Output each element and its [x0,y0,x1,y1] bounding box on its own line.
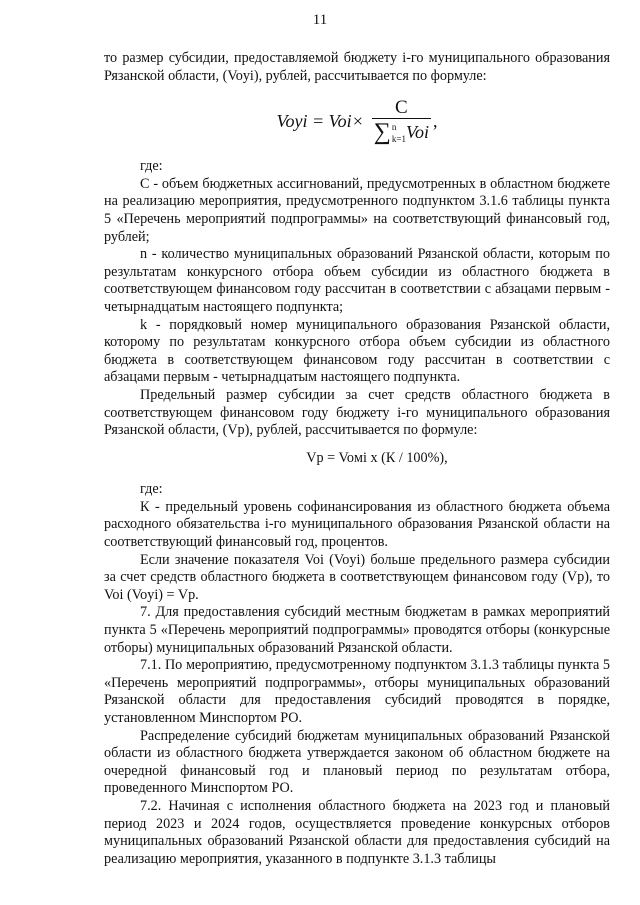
limit-formula: Vp = Voмi х (К / 100%), [306,449,448,466]
paragraph-7-1: 7.1. По мероприятию, предусмотренному подпунктом 3.1.3 таблицы пункта 5 «Перечень мероприятий подпрограммы», отборы муниципальных образований Рязанской области для предоставления субсидий проводятся в порядке, установленном Минспортом РО. [104,657,610,726]
paragraph-7: 7. Для предоставления субсидий местным бюджетам в рамках мероприятий пункта 5 «Перечень мероприятий подпрограммы» проводятся отборы (конкурсные отборы) муниципальных образований Рязанской области. [104,604,610,656]
definition-k-percent: К - предельный уровень софинансирования из областного бюджета объема расходного обязательства i-го муниципального образования Рязанской области на соответствующий финансовый год, процентов. [104,498,610,551]
formula-lhs: Voyi = Voi× [276,111,364,132]
paragraph-condition: Если значение показателя Voi (Voyi) больше предельного размера субсидии за счет средств областного бюджета в соответствующем финансовом году (Vp), то Voi (Voyi) = Vp. [104,551,610,603]
definition-n: n - количество муниципальных образований Рязанской области, которым по результатам конкурсного отбора объем субсидии из областного бюджета в соответствующем финансовом году рассчитан в соответствии с абзацами первым - четырнадцатым настоящего подпункта; [104,246,610,315]
sum-lower: k=1 [391,133,406,144]
sum-upper: n [391,121,397,132]
formula-trailing: , [433,111,438,132]
subsidy-formula [104,89,610,155]
sum-symbol: ∑ [373,119,391,146]
sum-term: Voi [405,122,429,143]
page-number: 11 [312,12,328,28]
limit-paragraph: Предельный размер субсидии за счет средств областного бюджета в соответствующем финансовом году бюджету i-го муниципального образования Рязанской области, (Vp), рублей, рассчитывается по формуле: [104,386,610,439]
paragraph-7-2: 7.2. Начиная с исполнения областного бюджета на 2023 год и плановый период 2023 и 2024 годов, осуществляется проведение конкурсных отборов муниципальных образований Рязанской области для предоставления субсидий на реализацию мероприятия, указанного в подпункте 3.1.3 таблицы [104,797,610,867]
formula-numerator: C [395,97,408,119]
formula-fraction [372,99,431,145]
intro-paragraph: то размер субсидии, предоставляемой бюджету i-го муниципального образования Рязанской области, (Voyi), рублей, рассчитывается по формуле: [104,50,610,84]
paragraph-distribution: Распределение субсидий бюджетам муниципальных образований Рязанской области из областного бюджета утверждается законом об областном бюджете на очередной финансовый год и плановый период по результатам отбора, проведенного Минспортом РО. [104,727,610,797]
formula-denominator [372,118,431,145]
document-body [104,50,610,868]
definition-c: С - объем бюджетных ассигнований, предусмотренных в областном бюджете на реализацию мероприятия, предусмотренного подпунктом 3.1.6 таблицы пункта 5 «Перечень мероприятий подпрограммы» на соответствующий финансовый год, рублей; [104,175,610,245]
definition-k: k - порядковый номер муниципального образования Рязанской области, которому по результатам конкурсного отбора объем субсидии из областного бюджета в соответствующем финансовом году рассчитан в соответствии с абзацами первым - четырнадцатым настоящего подпункта. [104,316,610,386]
where-label: где: [140,158,163,175]
sum-limits [392,121,406,145]
where-label-2: где: [140,481,163,498]
